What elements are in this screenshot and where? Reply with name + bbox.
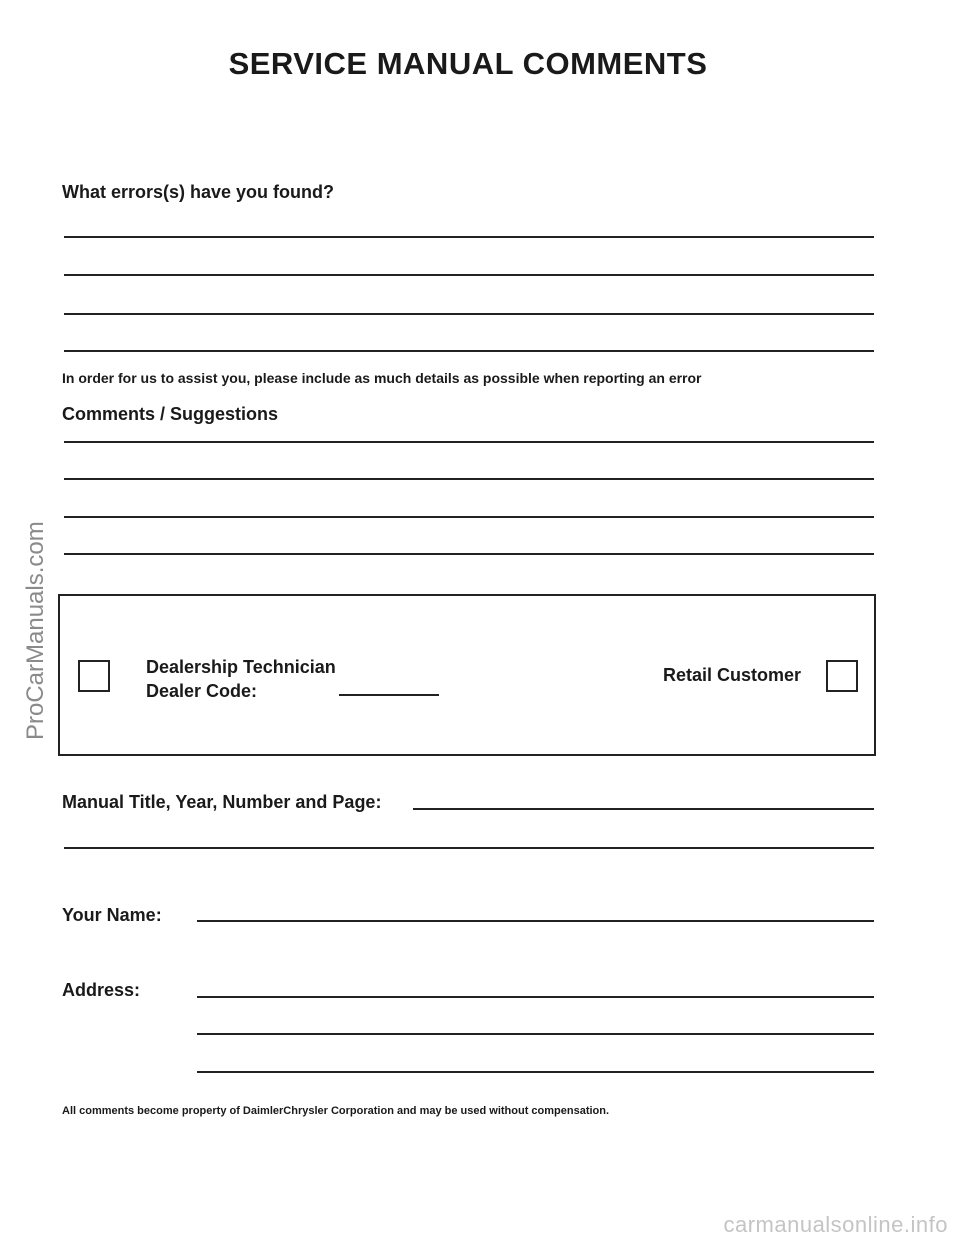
errors-line-4[interactable] [64,350,874,352]
side-watermark: ProCarManuals.com [22,521,49,740]
errors-note: In order for us to assist you, please include as much details as possible when reporting an error [62,370,702,386]
errors-line-1[interactable] [64,236,874,238]
footnote: All comments become property of DaimlerChrysler Corporation and may be used without compensation. [62,1105,610,1117]
retail-customer-checkbox[interactable] [826,660,858,692]
manual-info-line-2[interactable] [64,847,874,849]
errors-line-2[interactable] [64,274,874,276]
address-line-1[interactable] [197,996,874,998]
dealership-technician-label: Dealership Technician [146,657,336,677]
manual-info-line-1[interactable] [413,808,874,810]
comments-line-1[interactable] [64,441,874,443]
comments-line-2[interactable] [64,478,874,480]
your-name-field[interactable] [197,920,874,922]
your-name-label: Your Name: [62,905,162,925]
errors-question-label: What errors(s) have you found? [62,182,335,202]
address-line-2[interactable] [197,1033,874,1035]
page-title: SERVICE MANUAL COMMENTS [228,46,708,81]
dealer-code-label: Dealer Code: [146,681,258,701]
errors-line-3[interactable] [64,313,874,315]
comments-line-3[interactable] [64,516,874,518]
bottom-watermark: carmanualsonline.info [723,1212,948,1237]
dealership-technician-checkbox[interactable] [78,660,110,692]
comments-line-4[interactable] [64,553,874,555]
retail-customer-label: Retail Customer [663,665,802,685]
manual-info-label: Manual Title, Year, Number and Page: [62,792,382,812]
address-label: Address: [62,980,141,1000]
address-line-3[interactable] [197,1071,874,1073]
dealer-code-field[interactable] [339,694,439,696]
comments-label: Comments / Suggestions [62,404,279,424]
